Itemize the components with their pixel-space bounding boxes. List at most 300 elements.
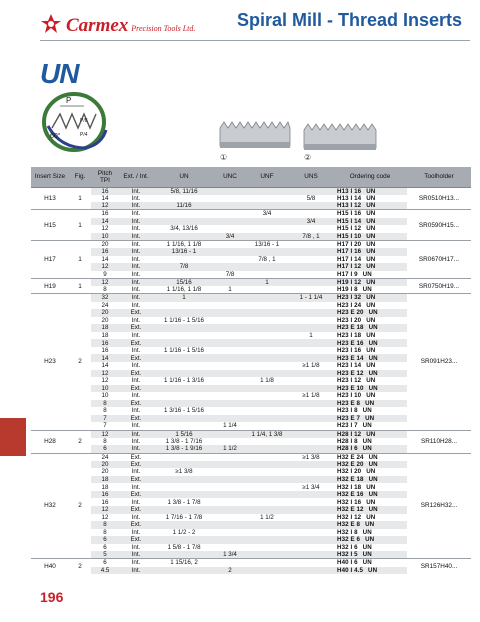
- unf-cell: [245, 392, 289, 400]
- page-title: Spiral Mill - Thread Inserts: [236, 10, 462, 30]
- uns-cell: [289, 377, 333, 385]
- unc-cell: [215, 529, 245, 537]
- unc-cell: [215, 483, 245, 491]
- ordering-code-cell: [333, 544, 407, 552]
- unc-cell: [215, 385, 245, 393]
- unc-cell: [215, 536, 245, 544]
- table-row: [31, 294, 471, 302]
- ordering-code-suffix: UN: [365, 414, 375, 422]
- pitch-cell: 12: [91, 506, 119, 514]
- pitch-cell: 24: [91, 302, 119, 310]
- ext-int-cell: Ext.: [119, 461, 153, 469]
- un-cell: [153, 370, 215, 378]
- unc-cell: [215, 324, 245, 332]
- un-cell: [153, 385, 215, 393]
- ordering-code-cell: [333, 210, 407, 218]
- ext-int-cell: Int.: [119, 248, 153, 256]
- ext-int-cell: Int.: [119, 407, 153, 415]
- header-ordering-code: Ordering code: [333, 167, 407, 187]
- ordering-code-cell: [333, 256, 407, 264]
- unf-cell: [245, 445, 289, 453]
- ext-int-cell: Int.: [119, 302, 153, 310]
- ordering-code: H15 I 14: [337, 217, 362, 225]
- uns-cell: [289, 354, 333, 362]
- ordering-code-suffix: UN: [362, 543, 372, 551]
- ordering-code: H13 I 12: [337, 202, 362, 210]
- header-unc: UNC: [215, 167, 245, 187]
- ordering-code-cell: [333, 491, 407, 499]
- header-unf: UNF: [245, 167, 289, 187]
- un-cell: [153, 536, 215, 544]
- ordering-code-cell: [333, 324, 407, 332]
- unf-cell: 1 1/2: [245, 514, 289, 522]
- ext-int-cell: Int.: [119, 187, 153, 195]
- un-cell: [153, 453, 215, 461]
- ext-int-cell: Int.: [119, 377, 153, 385]
- table-row: [31, 240, 471, 248]
- ordering-code-suffix: UN: [362, 437, 372, 445]
- ext-int-cell: Int.: [119, 256, 153, 264]
- unc-cell: [215, 347, 245, 355]
- ext-int-cell: Int.: [119, 551, 153, 559]
- ordering-code-suffix: UN: [366, 225, 376, 233]
- uns-cell: 3/4: [289, 218, 333, 226]
- table-row: [31, 430, 471, 438]
- unf-cell: [245, 294, 289, 302]
- un-cell: [153, 302, 215, 310]
- unf-cell: [245, 438, 289, 446]
- table-row: [31, 445, 471, 453]
- un-cell: [153, 195, 215, 203]
- ordering-code: H13 I 16: [337, 187, 362, 195]
- unc-cell: [215, 362, 245, 370]
- ordering-code-suffix: UN: [365, 536, 375, 544]
- ext-int-cell: Ext.: [119, 476, 153, 484]
- ordering-code-suffix: UN: [366, 232, 376, 240]
- unf-cell: [245, 248, 289, 256]
- unc-cell: [215, 491, 245, 499]
- table-row: [31, 233, 471, 241]
- ext-int-cell: Ext.: [119, 506, 153, 514]
- un-cell: 1 3/8 - 1 7/8: [153, 498, 215, 506]
- pitch-cell: 12: [91, 430, 119, 438]
- table-row: [31, 567, 471, 575]
- fig-cell: 2: [69, 430, 91, 453]
- table-row: [31, 370, 471, 378]
- unc-cell: [215, 195, 245, 203]
- uns-cell: [289, 445, 333, 453]
- uns-cell: [289, 324, 333, 332]
- pitch-cell: 16: [91, 347, 119, 355]
- table-row: [31, 551, 471, 559]
- ordering-code-suffix: UN: [365, 521, 375, 529]
- ordering-code-suffix: UN: [366, 263, 376, 271]
- ordering-code-cell: [333, 551, 407, 559]
- header-uns: UNS: [289, 167, 333, 187]
- ext-int-cell: Int.: [119, 271, 153, 279]
- unc-cell: [215, 407, 245, 415]
- ordering-code-cell: [333, 347, 407, 355]
- pitch-cell: 8: [91, 400, 119, 408]
- ext-int-cell: Int.: [119, 544, 153, 552]
- uns-cell: [289, 286, 333, 294]
- un-cell: [153, 324, 215, 332]
- unf-cell: [245, 347, 289, 355]
- un-cell: [153, 362, 215, 370]
- fig-cell: 1: [69, 240, 91, 278]
- ext-int-cell: Int.: [119, 498, 153, 506]
- unc-cell: [215, 210, 245, 218]
- ordering-code: H23 E 16: [337, 339, 364, 347]
- insert-size-cell: H40: [31, 559, 69, 574]
- ordering-code: H19 I 8: [337, 286, 358, 294]
- un-cell: 7/8: [153, 263, 215, 271]
- un-cell: [153, 218, 215, 226]
- pitch-cell: 12: [91, 514, 119, 522]
- ordering-code: H32 I 5: [337, 551, 358, 559]
- unf-cell: [245, 521, 289, 529]
- unf-cell: [245, 453, 289, 461]
- table-row: [31, 483, 471, 491]
- unc-cell: [215, 506, 245, 514]
- table-row: [31, 202, 471, 210]
- ordering-code-suffix: UN: [368, 309, 378, 317]
- pitch-cell: 20: [91, 309, 119, 317]
- un-cell: [153, 551, 215, 559]
- unc-cell: [215, 400, 245, 408]
- ordering-code-cell: [333, 438, 407, 446]
- uns-cell: [289, 347, 333, 355]
- ordering-code-cell: [333, 309, 407, 317]
- ext-int-cell: Ext.: [119, 354, 153, 362]
- section-title: UN: [40, 58, 79, 89]
- ordering-code-suffix: UN: [362, 551, 372, 559]
- toolholder-cell: SR126H32...: [407, 453, 471, 559]
- ext-int-cell: Ext.: [119, 415, 153, 423]
- unc-cell: [215, 430, 245, 438]
- un-cell: [153, 400, 215, 408]
- ext-int-cell: Ext.: [119, 453, 153, 461]
- ordering-code: H17 I 9: [337, 270, 358, 278]
- unc-cell: 1 1/4: [215, 422, 245, 430]
- ordering-code-cell: [333, 415, 407, 423]
- pitch-cell: 18: [91, 483, 119, 491]
- un-cell: 13/16 - 1: [153, 248, 215, 256]
- unf-cell: [245, 422, 289, 430]
- ordering-code: H23 I 16: [337, 347, 362, 355]
- uns-cell: [289, 271, 333, 279]
- ext-int-cell: Int.: [119, 286, 153, 294]
- unf-cell: [245, 400, 289, 408]
- table-row: [31, 339, 471, 347]
- insert-size-cell: H13: [31, 187, 69, 210]
- ordering-code: H15 I 16: [337, 210, 362, 218]
- ordering-code-cell: [333, 377, 407, 385]
- unf-cell: [245, 529, 289, 537]
- unf-cell: [245, 544, 289, 552]
- uns-cell: 1: [289, 332, 333, 340]
- uns-cell: ≥1 1/8: [289, 392, 333, 400]
- toolholder-cell: SR0670H17...: [407, 240, 471, 278]
- ordering-code-suffix: UN: [368, 339, 378, 347]
- uns-cell: 5/8: [289, 195, 333, 203]
- unf-cell: [245, 263, 289, 271]
- pitch-cell: 4.5: [91, 567, 119, 575]
- fig-1-label: ①: [220, 153, 228, 162]
- table-row: [31, 286, 471, 294]
- unf-cell: [245, 370, 289, 378]
- unf-cell: [245, 317, 289, 325]
- ordering-code: H40 I 4.5: [337, 566, 364, 574]
- ext-int-cell: Int.: [119, 438, 153, 446]
- ext-int-cell: Int.: [119, 392, 153, 400]
- un-cell: 5/8, 11/16: [153, 187, 215, 195]
- ordering-code-suffix: UN: [368, 354, 378, 362]
- header-insert-size: Insert Size: [31, 167, 69, 187]
- ordering-code: H23 I 24: [337, 301, 362, 309]
- ordering-code-suffix: UN: [362, 422, 372, 430]
- carmex-logo: [40, 9, 195, 37]
- ordering-code-cell: [333, 392, 407, 400]
- ext-int-cell: Ext.: [119, 400, 153, 408]
- uns-cell: [289, 256, 333, 264]
- uns-cell: [289, 309, 333, 317]
- pitch-cell: 14: [91, 256, 119, 264]
- pitch-cell: 8: [91, 286, 119, 294]
- table-row: [31, 461, 471, 469]
- unf-cell: 13/16 - 1: [245, 240, 289, 248]
- unc-cell: [215, 521, 245, 529]
- uns-cell: [289, 202, 333, 210]
- unc-cell: [215, 476, 245, 484]
- ordering-code: H32 E 18: [337, 475, 364, 483]
- table-row: [31, 438, 471, 446]
- unf-cell: 1 1/4, 1 3/8: [245, 430, 289, 438]
- un-cell: 1 1/16, 1 1/8: [153, 240, 215, 248]
- un-cell: 3/4, 13/16: [153, 225, 215, 233]
- unf-cell: [245, 271, 289, 279]
- ordering-code: H17 I 12: [337, 263, 362, 271]
- ext-int-cell: Int.: [119, 225, 153, 233]
- side-tab: [0, 418, 26, 456]
- pitch-cell: 14: [91, 362, 119, 370]
- table-row: [31, 271, 471, 279]
- un-cell: 15/16: [153, 279, 215, 287]
- insert-fig-2-image: [304, 124, 376, 150]
- ordering-code-cell: [333, 233, 407, 241]
- pitch-cell: 12: [91, 279, 119, 287]
- toolholder-cell: SR091H23...: [407, 294, 471, 430]
- table-row: [31, 536, 471, 544]
- ordering-code-cell: [333, 279, 407, 287]
- uns-cell: [289, 514, 333, 522]
- thread-inserts-table: [31, 167, 471, 574]
- ordering-code: H32 E 6: [337, 536, 361, 544]
- unc-cell: [215, 317, 245, 325]
- table-row: [31, 332, 471, 340]
- pitch-label: P: [66, 96, 72, 105]
- uns-cell: [289, 210, 333, 218]
- uns-cell: [289, 559, 333, 567]
- ordering-code: H23 E 8: [337, 399, 361, 407]
- ordering-code-suffix: UN: [368, 384, 378, 392]
- ordering-code-cell: [333, 514, 407, 522]
- pitch-cell: 5: [91, 551, 119, 559]
- table-row: [31, 422, 471, 430]
- pitch-cell: 32: [91, 294, 119, 302]
- unc-cell: [215, 309, 245, 317]
- ordering-code: H32 I 18: [337, 483, 362, 491]
- unc-cell: [215, 240, 245, 248]
- pitch-cell: 12: [91, 225, 119, 233]
- ext-int-cell: Int.: [119, 263, 153, 271]
- ext-int-cell: Int.: [119, 559, 153, 567]
- un-cell: 1 15/16, 2: [153, 559, 215, 567]
- ext-int-cell: Ext.: [119, 339, 153, 347]
- ordering-code-cell: [333, 400, 407, 408]
- ordering-code-suffix: UN: [366, 430, 376, 438]
- ordering-code: H32 E 12: [337, 506, 364, 514]
- table-row: [31, 453, 471, 461]
- ordering-code-cell: [333, 461, 407, 469]
- ext-int-cell: Int.: [119, 210, 153, 218]
- ordering-code-suffix: UN: [368, 324, 378, 332]
- insert-size-cell: H17: [31, 240, 69, 278]
- ordering-code-cell: [333, 385, 407, 393]
- ordering-code-cell: [333, 453, 407, 461]
- table-row: [31, 521, 471, 529]
- pitch-cell: 18: [91, 476, 119, 484]
- unf-cell: [245, 332, 289, 340]
- ext-int-cell: Int.: [119, 362, 153, 370]
- un-cell: 1 3/8 - 1 7/16: [153, 438, 215, 446]
- table-row: [31, 407, 471, 415]
- ext-int-cell: Int.: [119, 483, 153, 491]
- ext-int-cell: Int.: [119, 468, 153, 476]
- table-row: [31, 187, 471, 195]
- unc-cell: [215, 468, 245, 476]
- pitch-cell: 16: [91, 187, 119, 195]
- insert-size-cell: H15: [31, 210, 69, 241]
- ordering-code-suffix: UN: [366, 331, 376, 339]
- pitch-cell: 14: [91, 218, 119, 226]
- un-cell: [153, 309, 215, 317]
- uns-cell: [289, 498, 333, 506]
- unc-cell: [215, 377, 245, 385]
- ordering-code: H32 I 16: [337, 498, 362, 506]
- un-cell: 1 1/16 - 1 5/16: [153, 317, 215, 325]
- ordering-code-suffix: UN: [366, 194, 376, 202]
- ordering-code: H32 E 20: [337, 460, 364, 468]
- ordering-code-suffix: UN: [366, 377, 376, 385]
- unf-cell: [245, 187, 289, 195]
- un-cell: 1 5/16: [153, 430, 215, 438]
- ordering-code-suffix: UN: [362, 407, 372, 415]
- unc-cell: [215, 415, 245, 423]
- fig-cell: 1: [69, 279, 91, 294]
- unc-cell: 1 1/2: [215, 445, 245, 453]
- unf-cell: [245, 483, 289, 491]
- ordering-code-cell: [333, 483, 407, 491]
- ordering-code: H32 E 24: [337, 453, 364, 461]
- ordering-code-cell: [333, 195, 407, 203]
- carmex-logo-icon: [40, 13, 62, 35]
- ordering-code-cell: [333, 567, 407, 575]
- pitch-cell: 16: [91, 491, 119, 499]
- unc-cell: [215, 544, 245, 552]
- ordering-code-cell: [333, 248, 407, 256]
- fig-cell: 1: [69, 187, 91, 210]
- ordering-code-cell: [333, 476, 407, 484]
- ordering-code: H19 I 12: [337, 279, 362, 286]
- unc-cell: [215, 339, 245, 347]
- table-body: [31, 187, 471, 574]
- un-cell: 1 5/8 - 1 7/8: [153, 544, 215, 552]
- un-cell: [153, 392, 215, 400]
- ordering-code-suffix: UN: [366, 202, 376, 210]
- ext-int-cell: Ext.: [119, 521, 153, 529]
- ext-int-cell: Int.: [119, 317, 153, 325]
- un-cell: 1 1/16 - 1 3/16: [153, 377, 215, 385]
- unc-cell: 2: [215, 567, 245, 575]
- ordering-code-suffix: UN: [366, 217, 376, 225]
- table-row: [31, 415, 471, 423]
- unf-cell: [245, 218, 289, 226]
- angle-label: 60°: [50, 133, 61, 140]
- uns-cell: [289, 468, 333, 476]
- pitch-cell: 24: [91, 453, 119, 461]
- table-row: [31, 195, 471, 203]
- pitch-cell: 12: [91, 377, 119, 385]
- uns-cell: 7/8 , 1: [289, 233, 333, 241]
- table-row: [31, 354, 471, 362]
- ordering-code-suffix: UN: [366, 248, 376, 256]
- ordering-code-cell: [333, 218, 407, 226]
- ordering-code: H15 I 10: [337, 232, 362, 240]
- table-row: [31, 559, 471, 567]
- uns-cell: [289, 529, 333, 537]
- ordering-code-cell: [333, 506, 407, 514]
- uns-cell: [289, 521, 333, 529]
- unf-cell: 3/4: [245, 210, 289, 218]
- ext-int-cell: Int.: [119, 529, 153, 537]
- table-row: [31, 529, 471, 537]
- un-cell: 1 3/8 - 1 9/16: [153, 445, 215, 453]
- ordering-code-suffix: UN: [368, 506, 378, 514]
- p4-label: P/4: [80, 132, 88, 138]
- ext-int-cell: Ext.: [119, 309, 153, 317]
- ordering-code-cell: [333, 302, 407, 310]
- table-row: [31, 218, 471, 226]
- uns-cell: [289, 415, 333, 423]
- ordering-code-cell: [333, 559, 407, 567]
- unf-cell: [245, 202, 289, 210]
- unf-cell: [245, 415, 289, 423]
- uns-cell: [289, 240, 333, 248]
- ext-int-cell: Int.: [119, 347, 153, 355]
- ordering-code-cell: [333, 370, 407, 378]
- table-row: [31, 400, 471, 408]
- unf-cell: 7/8 , 1: [245, 256, 289, 264]
- unc-cell: [215, 279, 245, 287]
- toolholder-cell: SR0590H15...: [407, 210, 471, 241]
- un-cell: [153, 422, 215, 430]
- ordering-code: H17 I 20: [337, 240, 362, 248]
- pitch-cell: 18: [91, 324, 119, 332]
- unf-cell: [245, 498, 289, 506]
- ordering-code-cell: [333, 498, 407, 506]
- pitch-cell: 10: [91, 392, 119, 400]
